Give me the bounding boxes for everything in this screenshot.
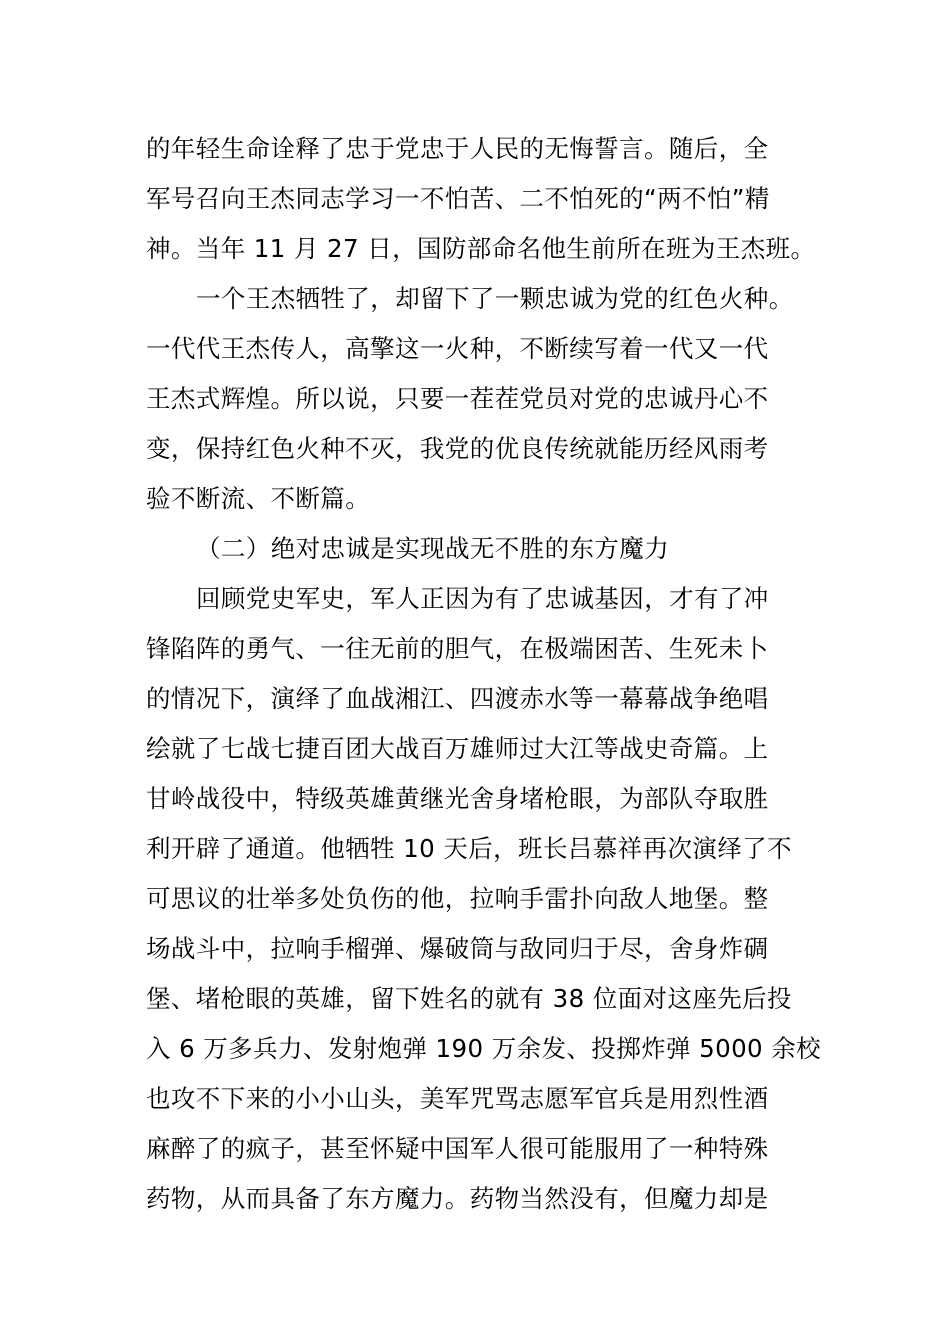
text-line: 军号召向王杰同志学习一不怕苦、二不怕死的“两不怕”精 (146, 184, 770, 213)
text-line: 神。当年 11 月 27 日，国防部命名他生前所在班为王杰班。 (146, 234, 816, 263)
text-line: 验不断流、不断篇。 (146, 484, 371, 513)
text-line: 的年轻生命诠释了忠于党忠于人民的无悔誓言。随后，全 (146, 134, 769, 163)
section-heading: （二）绝对忠诚是实现战无不胜的东方魔力 (196, 534, 670, 563)
text-line: 甘岭战役中，特级英雄黄继光舍身堵枪眼，为部队夺取胜 (146, 784, 769, 813)
text-line: 一代代王杰传人，高擎这一火种，不断续写着一代又一代 (146, 334, 769, 363)
text-line: 场战斗中，拉响手榴弹、爆破筒与敌同归于尽，舍身炸碉 (146, 934, 769, 963)
paragraph-first-line: 回顾党史军史，军人正因为有了忠诚基因，才有了冲 (196, 584, 769, 613)
text-line: 的情况下，演绎了血战湘江、四渡赤水等一幕幕战争绝唱 (146, 684, 769, 713)
text-line: 药物，从而具备了东方魔力。药物当然没有，但魔力却是 (146, 1184, 769, 1213)
text-line: 利开辟了通道。他牺牲 10 天后，班长吕慕祥再次演绎了不 (146, 834, 792, 863)
text-line: 变，保持红色火种不灭，我党的优良传统就能历经风雨考 (146, 434, 769, 463)
text-line: 绘就了七战七捷百团大战百万雄师过大江等战史奇篇。上 (146, 734, 769, 763)
text-line: 堡、堵枪眼的英雄，留下姓名的就有 38 位面对这座先后投 (146, 984, 792, 1013)
paragraph-first-line: 一个王杰牺牲了，却留下了一颗忠诚为党的红色火种。 (196, 284, 794, 313)
text-line: 可思议的壮举多处负伤的他，拉响手雷扑向敌人地堡。整 (146, 884, 769, 913)
text-line: 王杰式辉煌。所以说，只要一茬茬党员对党的忠诚丹心不 (146, 384, 769, 413)
text-line: 麻醉了的疯子，甚至怀疑中国军人很可能服用了一种特殊 (146, 1134, 769, 1163)
text-line: 入 6 万多兵力、发射炮弹 190 万余发、投掷炸弹 5000 余校 (146, 1034, 822, 1063)
text-line: 锋陷阵的勇气、一往无前的胆气，在极端困苦、生死未卜 (146, 634, 769, 663)
text-line: 也攻不下来的小小山头，美军咒骂志愿军官兵是用烈性酒 (146, 1084, 769, 1113)
